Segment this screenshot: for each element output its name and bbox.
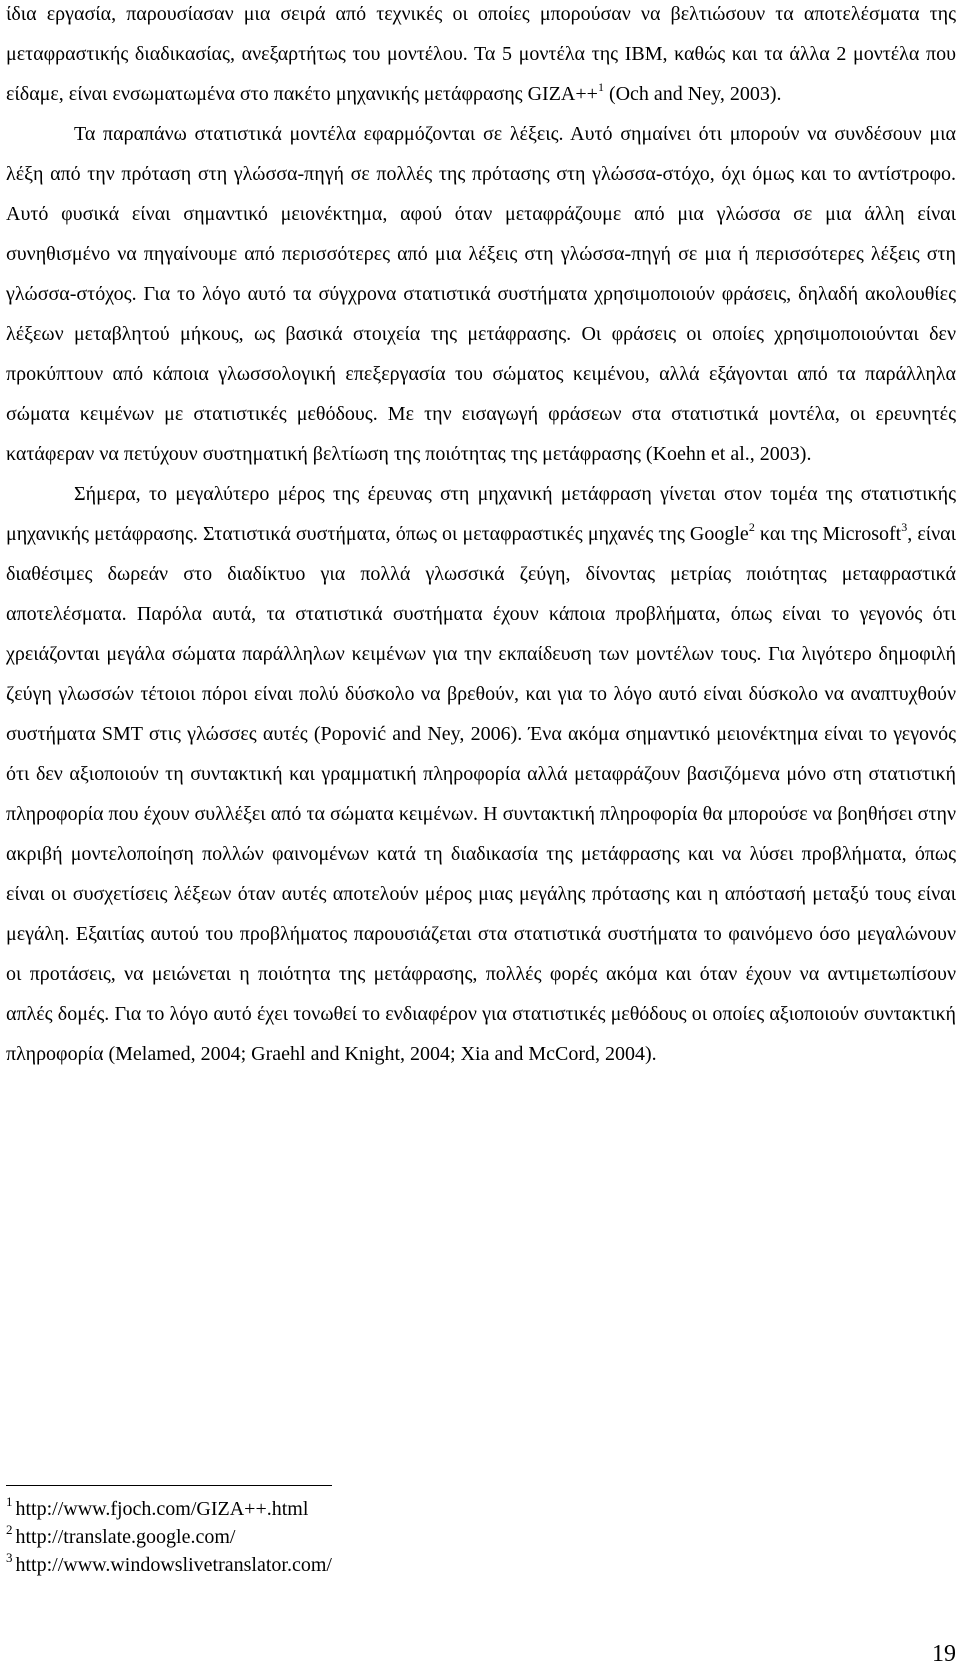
paragraph-3	[6, 474, 956, 1074]
paragraph-1-text-end: (Och and Ney, 2003).	[603, 83, 782, 105]
footnote-separator	[6, 1485, 332, 1486]
paragraph-3-text: Σήμερα, το μεγαλύτερο μέρος της έρευνας στη μηχανική μετάφραση γίνεται στον τομέα της στατιστικής μηχανικής μετάφρασης. Στατιστικά συστήματα, όπως οι μεταφραστικές μηχανές της Google	[6, 483, 956, 545]
footnotes	[6, 1495, 906, 1579]
paragraph-1-text: ίδια εργασία, παρουσίασαν μια σειρά από τεχνικές οι οποίες μπορούσαν να βελτιώσουν τα αποτελέσματα της μεταφραστικής διαδικασίας, ανεξαρτήτως του μοντέλου. Τα 5 μοντέλα της IBM, καθώς και τα άλλα 2 μοντέλα που είδαμε, είναι ενσωματωμένα στο πακέτο μηχανικής μετάφρασης GIZA++	[6, 3, 956, 105]
footnote-2	[6, 1523, 906, 1551]
page-number: 19	[932, 1641, 956, 1667]
footnote-url: http://www.windowslivetranslator.com/	[15, 1554, 332, 1576]
footnote-ref-3: 3	[901, 520, 908, 534]
paragraph-3-text-end: , είναι διαθέσιμες δωρεάν στο διαδίκτυο για πολλά γλωσσικά ζεύγη, δίνοντας μετρίας ποιότητας μεταφραστικά αποτελέσματα. Παρόλα αυτά, τα στατιστικά συστήματα έχουν κάποια προβλήματα, όπως είναι το γεγονός ότι χρειάζονται μεγάλα σώματα παράλληλων κειμένων για την εκπαίδευση των μοντέλων τους. Για λιγότερο δημοφιλή ζεύγη γλωσσών τέτοιοι πόροι είναι πολύ δύσκολο να βρεθούν, και για το λόγο αυτό είναι δύσκολο να αναπτυχθούν συστήματα SMT στις γλώσσες αυτές (Popović and Ney, 2006). Ένα ακόμα σημαντικό μειονέκτημα είναι το γεγονός ότι δεν αξιοποιούν τη συντακτική και γραμματική πληροφορία αλλά μεταφράζουν βασιζόμενα μόνο στη στατιστική πληροφορία που έχουν συλλέξει από τα σώματα κειμένων. Η συντακτική πληροφορία θα μπορούσε να βοηθήσει στην ακριβή μοντελοποίηση πολλών φαινομένων κατά τη διαδικασία της μετάφρασης και να λύσει προβλήματα, όπως είναι οι συσχετίσεις λέξεων όταν αυτές αποτελούν μέρος μιας μεγάλης πρότασης και η απόστασή μεταξύ τους είναι μεγάλη. Εξαιτίας αυτού του προβλήματος παρουσιάζεται στα στατιστικά συστήματα το φαινόμενο όσο μεγαλώνουν οι προτάσεις, να μειώνεται η ποιότητα της μετάφρασης, πολλές φορές ακόμα και όταν έχουν να αντιμετωπίσουν απλές δομές. Για το λόγο αυτό έχει τονωθεί το ενδιαφέρον για στατιστικές μεθόδους οι οποίες αξιοποιούν συντακτική πληροφορία (Melamed, 2004; Graehl and Knight, 2004; Xia and McCord, 2004).	[6, 523, 956, 1065]
footnote-url: http://www.fjoch.com/GIZA++.html	[15, 1498, 309, 1520]
footnote-3	[6, 1551, 906, 1579]
footnote-url: http://translate.google.com/	[15, 1526, 236, 1548]
paragraph-2-text: Τα παραπάνω στατιστικά μοντέλα εφαρμόζονται σε λέξεις. Αυτό σημαίνει ότι μπορούν να συνδέσουν μια λέξη από την πρόταση στη γλώσσα-πηγή σε πολλές της πρότασης στη γλώσσα-στόχο, όχι όμως και το αντίστροφο. Αυτό φυσικά είναι σημαντικό μειονέκτημα, αφού όταν μεταφράζουμε από μια γλώσσα σε μια άλλη είναι συνηθισμένο να πηγαίνουμε από περισσότερες από μια λέξεις στη γλώσσα-πηγή σε μια ή περισσότερες λέξεις στη γλώσσα-στόχος. Για το λόγο αυτό τα σύγχρονα στατιστικά συστήματα χρησιμοποιούν φράσεις, δηλαδή ακολουθίες λέξεων μεταβλητού μήκους, ως βασικά στοιχεία της μετάφρασης. Οι φράσεις οι οποίες χρησιμοποιούνται δεν προκύπτουν από κάποια γλωσσολογική επεξεργασία του σώματος κειμένου, αλλά εξάγονται από τα παράλληλα σώματα κειμένων με στατιστικές μεθόδους. Με την εισαγωγή φράσεων στα στατιστικά μοντέλα, οι ερευνητές κατάφεραν να πετύχουν συστηματική βελτίωση της ποιότητας της μετάφρασης (Koehn et al., 2003).	[6, 123, 956, 465]
paragraph-3-text-mid: και της Microsoft	[754, 523, 902, 545]
footnote-ref-1: 1	[597, 80, 604, 94]
footnote-number: 1	[6, 1494, 13, 1509]
footnote-number: 3	[6, 1550, 13, 1565]
body-text	[6, 0, 956, 1074]
footnote-1	[6, 1495, 906, 1523]
paragraph-2	[6, 114, 956, 474]
footnote-ref-2: 2	[748, 520, 755, 534]
footnote-number: 2	[6, 1522, 13, 1537]
paragraph-1	[6, 0, 956, 114]
